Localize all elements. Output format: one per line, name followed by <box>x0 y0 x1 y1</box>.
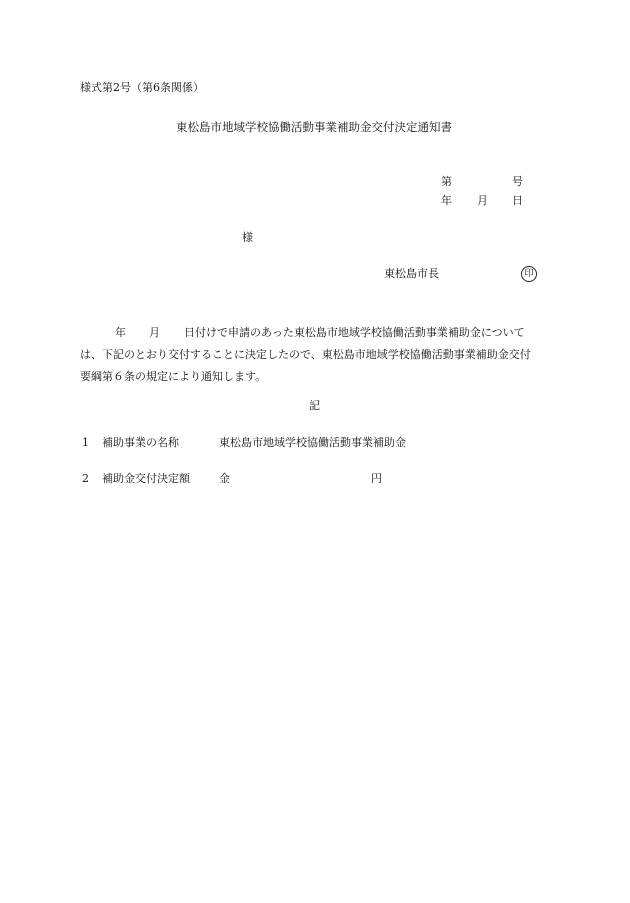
date-year: 年 <box>441 194 452 207</box>
ki-heading: 記 <box>309 399 320 412</box>
item-1-label: 補助事業の名称 <box>102 436 179 449</box>
seal-icon: 印 <box>521 266 537 282</box>
item-1-number: 1 <box>82 436 89 449</box>
ref-go: 号 <box>512 175 523 188</box>
ref-dai: 第 <box>441 175 452 188</box>
item-1-value: 東松島市地域学校協働活動事業補助金 <box>219 436 406 449</box>
item-2-yen: 円 <box>371 472 382 485</box>
seal-mark <box>521 266 537 282</box>
item-2-number: 2 <box>82 472 89 485</box>
recipient-suffix: 様 <box>242 231 253 244</box>
body-paragraph <box>80 322 550 388</box>
date-day: 日 <box>512 194 523 207</box>
item-2-kin: 金 <box>219 472 230 485</box>
body-nen: 年 <box>115 326 126 339</box>
document-title: 東松島市地域学校協働活動事業補助金交付決定通知書 <box>176 120 452 134</box>
issuer-name: 東松島市長 <box>384 267 439 280</box>
body-line2: は、下記のとおり交付することに決定したので、東松島市地域学校協働活動事業補助金交付 <box>80 348 531 361</box>
body-line3: 要綱第６条の規定により通知します。 <box>80 370 267 383</box>
item-2-label: 補助金交付決定額 <box>102 472 190 485</box>
body-line1: 日付けで申請のあった東松島市地域学校協働活動事業補助金について <box>184 326 525 339</box>
form-label: 様式第2号（第6条関係） <box>80 81 204 94</box>
body-gatsu: 月 <box>149 326 160 339</box>
date-month: 月 <box>477 194 488 207</box>
